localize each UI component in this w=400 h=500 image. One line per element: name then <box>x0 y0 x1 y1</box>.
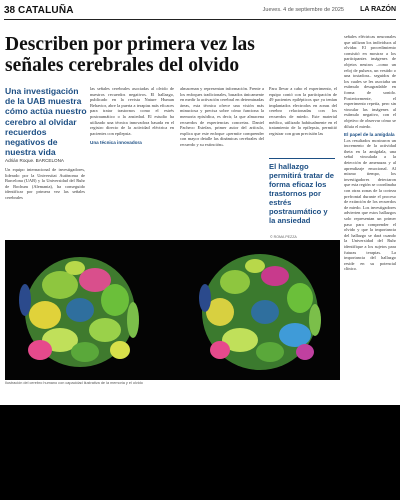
body-column-4 <box>269 86 337 136</box>
left-brain-shape <box>18 250 142 370</box>
byline: Adrián Roque. BARCELONA <box>5 158 64 163</box>
body-text-col3: almacenan y representan información. Frente a los enfoques tradicionales, basados únicamente en medir la activación cerebral en determinadas áreas, esta técnica ofrece una visión más minuciosa y precisa sobre cómo funciona la memoria episódica, es decir, la que almacena recuerdos de experiencias concretas. Daniel Pacheco Estefan, primer autor del artículo, explica que este enfoque «permite comprender con mayor detalle las dinámicas cerebrales del recuerdo y su extinción». <box>180 86 264 147</box>
body-column-2 <box>90 86 174 146</box>
article-headline: Describen por primera vez las señales cerebrales del olvido <box>5 34 255 76</box>
brain-illustration-svg <box>5 240 340 380</box>
publication-name: LA RAZÓN <box>360 6 396 13</box>
issue-date: Jueves. 4 de septiembre de 2025 <box>262 7 344 13</box>
scan-background <box>0 405 400 500</box>
body-column-right <box>344 34 396 272</box>
body-text-col2: las señales cerebrales asociadas al olvido de nuestros recuerdos negativos. El hallazgo, publicado en la revista Nature Human Behavior, abre la puerta a terapias más eficaces para tratar trastornos como el estrés postraumático o la ansiedad. El estudio ha utilizado una técnica innovadora basada en el registro directo de la actividad eléctrica en pacientes con epilepsia. <box>90 86 174 136</box>
body-column-1 <box>5 167 85 201</box>
body-text-right-1: señales eléctricas neuronales que utilizan los individuos al olvidar. El procedimiento consistió en mostrar a los participantes imágenes de objetos neutros –como un reloj de pulsera, un vestido o una tostadora– seguidos de los cuales se les asociaba un estímulo desagradable en forma de sonido. Posteriormente, el experimento repetía, pero sin vincular las imágenes al estímulo negativo, con el objetivo de observar cómo se diluía el miedo. <box>344 34 396 129</box>
subhead-amigdala: El papel de la amígdala <box>344 132 395 138</box>
body-text-col1: Un equipo internacional de investigadores, liderado por la Universitat Autònoma de Barcelona (UAB) y la Universidad del Ruhr de Bochum (Alemania), ha conseguido identificar por primera vez las señales cerebrales <box>5 167 85 200</box>
page-header <box>4 5 396 20</box>
subhead-tecnica: Una técnica innovadora <box>90 140 142 146</box>
body-column-3 <box>180 86 264 148</box>
brain-illustration <box>5 240 340 380</box>
section-label: CATALUÑA <box>18 5 74 16</box>
body-text-col4: Para llevar a cabo el experimento, el equipo contó con la participación de 49 pacientes epilépticos que ya tenían implantados electrodos en zonas del cerebro relacionadas con los recuerdos de miedo. Este material médico, utilizado habitualmente en el tratamiento de la epilepsia, permitió registrar con gran precisión las <box>269 86 337 136</box>
pull-quote: El hallazgo permitirá tratar de forma eficaz los trastornos por estrés postraumático y la ansiedad <box>269 158 335 225</box>
page-number: 38 <box>4 5 16 16</box>
photo-credit: © ROMA PEZZA <box>270 235 297 239</box>
article-lead: Una investigación de la UAB muestra cómo actúa nuestro cerebro al olvidar recuerdos negativos de nuestra vida <box>5 86 87 158</box>
photo-caption: Ilustración del cerebro humano con capacidad ilustrativa de la memoria y el olvido <box>5 381 143 385</box>
body-text-right-2: Los resultados mostraron un incremento de la actividad theta en la amígdala, una señal vinculada a la detección de amenazas y al aprendizaje emocional. Al mismo tiempo, los investigadores detectaron que esta región se coordinaba con otras zonas de la corteza prefrontal durante el proceso de extinción de los recuerdos de miedo. Los investigadores advierten que estos hallazgos solo representan un primer paso para comprender el olvido y que la importancia del hallazgo se dará cuando la Universidad del Ruhr identifique a los sujetos para futuras terapias. La importancia del hallazgo reside en su potencial clínico. <box>344 137 396 272</box>
